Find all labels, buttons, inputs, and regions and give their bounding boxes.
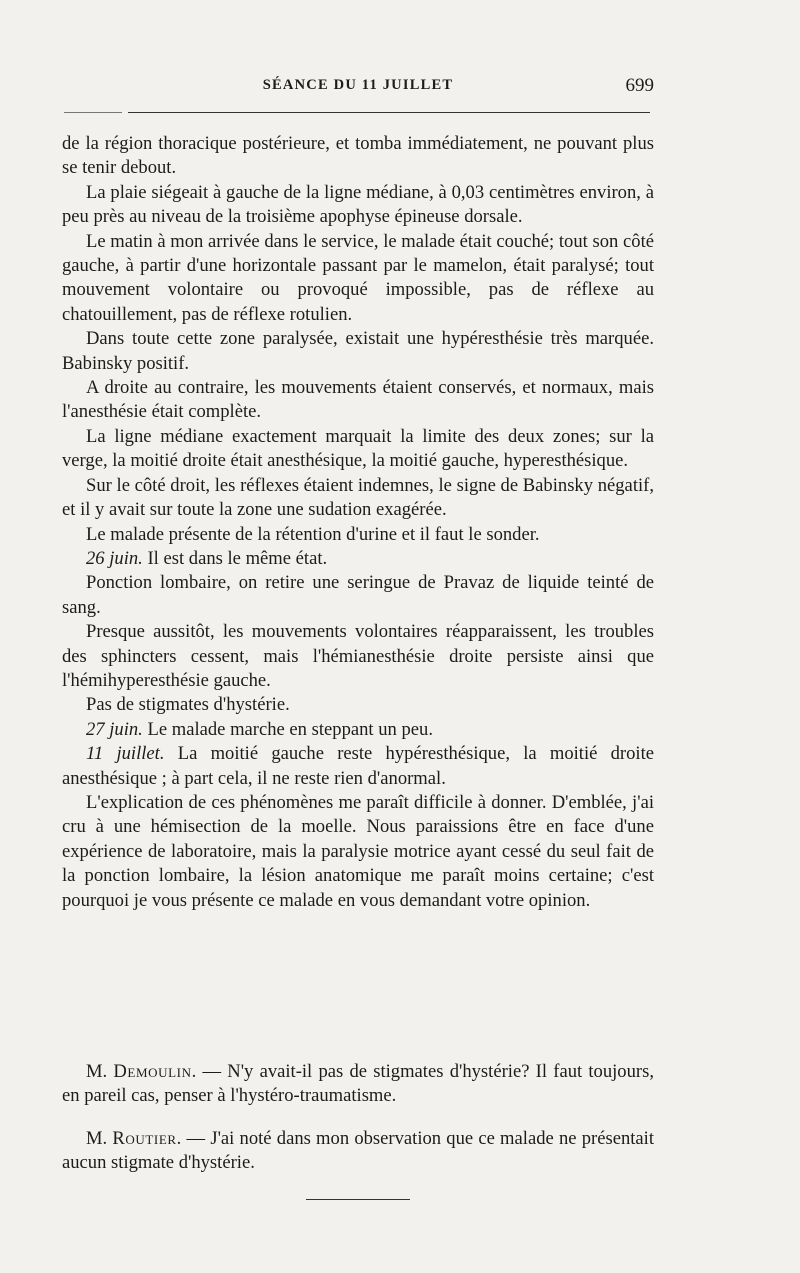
- dated-paragraph: [62, 718, 654, 742]
- speaker-prefix: M.: [86, 1128, 113, 1149]
- speaker-name: Routier: [112, 1128, 177, 1149]
- paragraph: Le malade présente de la rétention d'urine et il faut le sonder.: [86, 523, 540, 545]
- header-rule-left: [64, 112, 122, 113]
- entry-date: 11 juillet.: [86, 743, 165, 765]
- entry-text: La moitié gauche reste hypéresthésique, la moitié droite anesthésique ; à part cela, il ne reste rien d'anormal.: [62, 743, 654, 789]
- speaker-remark: [62, 1060, 654, 1109]
- entry-text: Il est dans le même état.: [142, 547, 328, 569]
- speaker-remark: [62, 1127, 654, 1176]
- paragraph: L'explication de ces phénomènes me paraît difficile à donner. D'emblée, j'ai cru à une hémisection de la moelle. Nous paraissions être en face d'une expérience de laboratoire, mais la paralysie motrice ayant cessé du seul fait de la ponction lombaire, la lésion anatomique me paraît moins certaine; c'est pourquoi je vous présente ce malade en vous demandant votre opinion.: [62, 791, 654, 911]
- speaker-prefix: M.: [86, 1061, 114, 1082]
- body-text: [62, 132, 654, 913]
- dated-paragraph: [62, 742, 654, 791]
- paragraph: Dans toute cette zone paralysée, existait une hypéresthésie très marquée. Babinsky positif.: [62, 328, 654, 374]
- remark-text: . — J'ai noté dans mon observation que ce malade ne présentait aucun stigmate d'hystérie.: [62, 1128, 654, 1174]
- entry-text: Le malade marche en steppant un peu.: [142, 718, 433, 740]
- paragraph: de la région thoracique postérieure, et tomba immédiatement, ne pouvant plus se tenir debout.: [62, 133, 654, 179]
- remark-text: . — N'y avait-il pas de stigmates d'hystérie? Il faut toujours, en pareil cas, penser à l'hystéro-traumatisme.: [62, 1061, 654, 1107]
- paragraph: Le matin à mon arrivée dans le service, le malade était couché; tout son côté gauche, à partir d'une horizontale passant par le mamelon, était paralysé; tout mouvement volontaire ou provoqué impossible, pas de réflexe au chatouillement, pas de réflexe rotulien.: [62, 230, 654, 325]
- speaker-name: Demoulin: [113, 1061, 192, 1082]
- paragraph: La ligne médiane exactement marquait la limite des deux zones; sur la verge, la moitié droite était anesthésique, la moitié gauche, hyperesthésique.: [62, 425, 654, 472]
- discussion-routier: [62, 1127, 654, 1176]
- paragraph: La plaie siégeait à gauche de la ligne médiane, à 0,03 centimètres environ, à peu près au niveau de la troisième apophyse épineuse dorsale.: [62, 181, 654, 228]
- page-number: 699: [625, 75, 654, 96]
- section-end-rule: [306, 1199, 410, 1200]
- paragraph: A droite au contraire, les mouvements étaient conservés, et normaux, mais l'anesthésie était complète.: [62, 377, 654, 423]
- entry-date: 27 juin.: [86, 718, 143, 740]
- running-head: [62, 77, 654, 99]
- dated-paragraph: [62, 547, 654, 571]
- discussion-demoulin: [62, 1060, 654, 1109]
- paragraph: Sur le côté droit, les réflexes étaient indemnes, le signe de Babinsky négatif, et il y avait sur toute la zone une sudation exagérée.: [62, 474, 654, 521]
- paragraph: Presque aussitôt, les mouvements volontaires réapparaissent, les troubles des sphincters cessent, mais l'hémianesthésie droite persiste ainsi que l'hémihyperesthésie gauche.: [62, 621, 654, 691]
- paragraph: Ponction lombaire, on retire une seringue de Pravaz de liquide teinté de sang.: [62, 572, 654, 618]
- running-title: SÉANCE DU 11 JUILLET: [262, 77, 454, 93]
- header-rule: [128, 112, 650, 113]
- paragraph: Pas de stigmates d'hystérie.: [86, 694, 290, 716]
- entry-date: 26 juin.: [86, 547, 143, 569]
